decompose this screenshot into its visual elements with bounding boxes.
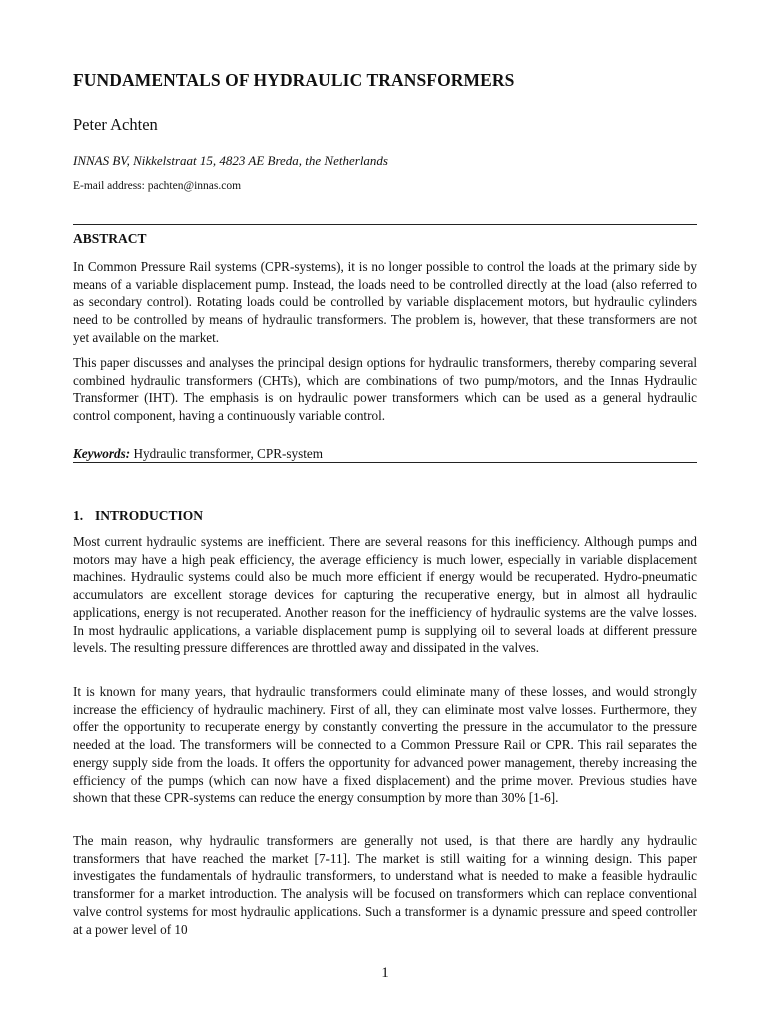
keywords-value: Hydraulic transformer, CPR-system <box>130 446 324 461</box>
author-email: E-mail address: pachten@innas.com <box>73 180 242 192</box>
body-paragraph: The main reason, why hydraulic transformers are generally not used, is that there are hardly any hydraulic transformers that have reached the market [7-11]. The market is still waiting for a winning design. This paper investigates the fundamentals of hydraulic transformers, to understand what is needed to make a feasible hydraulic transformer for a market introduction. The analysis will be focused on transformers which can replace conventional valve control systems for most hydraulic applications. Such a transformer is a dynamic pressure and speed controller at a power level of 10 <box>73 833 697 937</box>
paper-page <box>73 0 697 1024</box>
keywords-line <box>73 446 323 462</box>
page-number: 1 <box>381 965 389 981</box>
section-number: 1. <box>73 508 84 523</box>
abstract-paragraph: This paper discusses and analyses the principal design options for hydraulic transformers, thereby comparing several combined hydraulic transformers (CHTs), which are combinations of two pump/motors, and the Innas Hydraulic Transformer (IHT). The emphasis is on hydraulic power transformers which can be used as a general hydraulic control component, having a continuously variable control. <box>73 355 697 424</box>
abstract-bottom-rule <box>73 462 697 463</box>
section-heading-introduction <box>73 508 203 524</box>
author-name: Peter Achten <box>73 115 158 134</box>
paper-title: FUNDAMENTALS OF HYDRAULIC TRANSFORMERS <box>73 70 515 90</box>
body-paragraph: Most current hydraulic systems are inefficient. There are several reasons for this inefficiency. Although pumps and motors may have a high peak efficiency, the average efficiency is much lower, especially in variable displacement machines. Hydraulic systems could also be much more efficient if energy would be recuperated. Hydro-pneumatic accumulators are excellent storage devices for capturing the recuperative energy, but in almost all hydraulic applications, energy is not recuperated. Another reason for the inefficiency of hydraulic systems are the valve losses. In most hydraulic applications, a variable displacement pump is supplying oil to several loads at different pressure levels. The resulting pressure differences are throttled away and dissipated in the valves. <box>73 534 697 656</box>
section-title: INTRODUCTION <box>95 508 204 523</box>
abstract-heading: ABSTRACT <box>73 231 147 246</box>
keywords-label: Keywords: <box>73 446 131 461</box>
abstract-paragraph: In Common Pressure Rail systems (CPR-systems), it is no longer possible to control the loads at the primary side by means of a variable displacement pump. Instead, the loads need to be controlled directly at the load (also referred to as secondary control). Rotating loads could be controlled by variable displacement motors, but hydraulic cylinders need to be controlled by means of hydraulic transformers. The problem is, however, that these transformers are not yet available on the market. <box>73 259 697 345</box>
abstract-top-rule <box>73 224 697 225</box>
author-affiliation: INNAS BV, Nikkelstraat 15, 4823 AE Breda, the Netherlands <box>73 153 388 168</box>
body-paragraph: It is known for many years, that hydraulic transformers could eliminate many of these losses, and would strongly increase the efficiency of hydraulic machinery. First of all, they can eliminate most valve losses. Furthermore, they offer the opportunity to recuperate energy by constantly converting the pressure in the accumulator to the pressure needed at the load. The transformers will be connected to a Common Pressure Rail or CPR. This rail separates the energy supply side from the loads. It offers the opportunity for advanced power management, thereby increasing the efficiency of the pumps (which can now have a fixed displacement) and the prime mover. Previous studies have shown that these CPR-systems can reduce the energy consumption by more than 30% [1-6]. <box>73 684 697 806</box>
